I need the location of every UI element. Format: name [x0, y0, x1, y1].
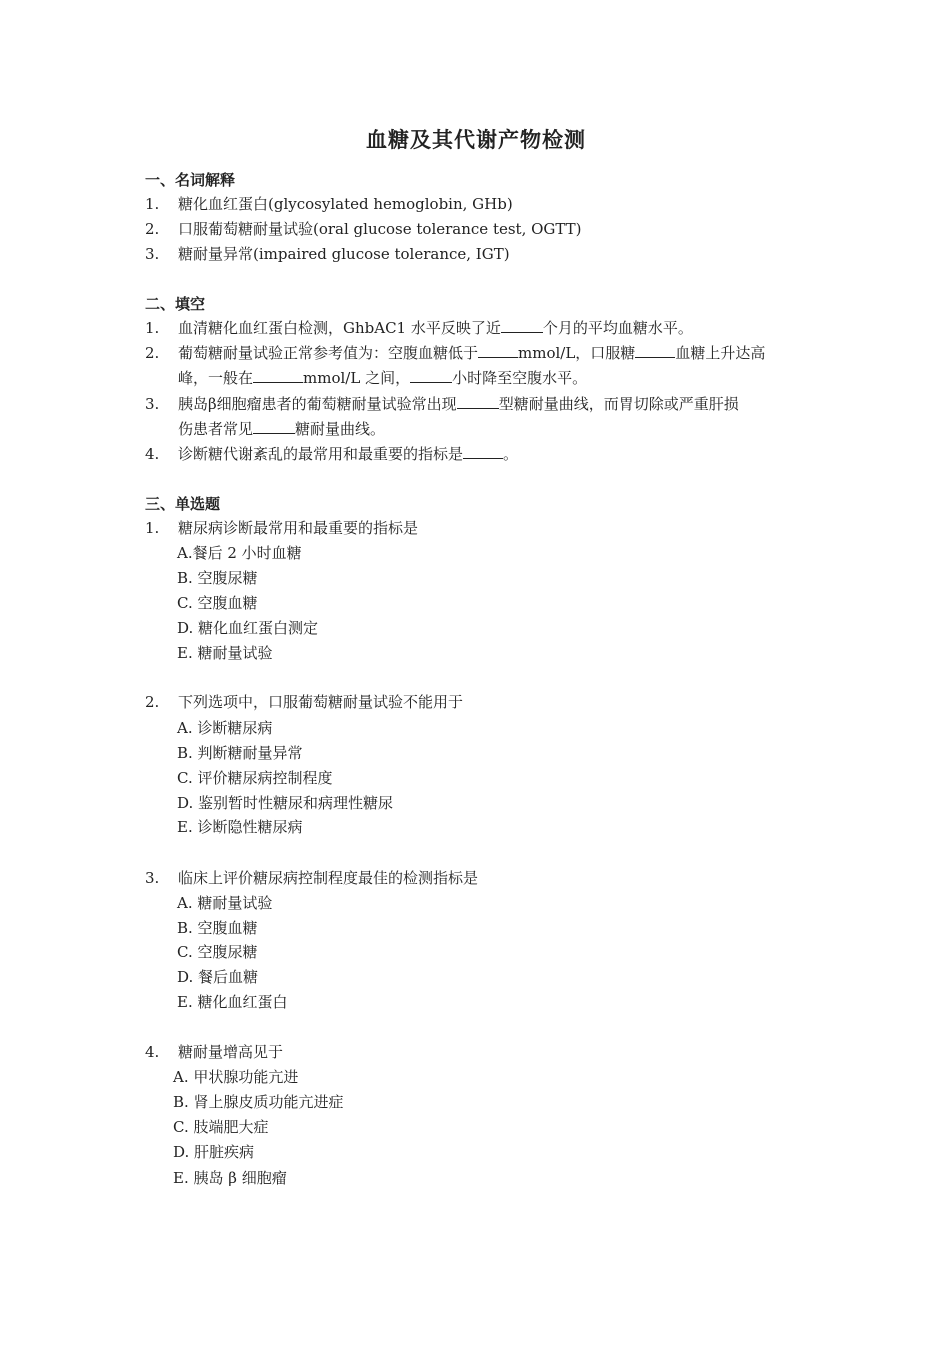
choice-option: A. 糖耐量试验 [177, 894, 273, 912]
choice-option: C. 肢端肥大症 [173, 1118, 269, 1136]
item-text: 口服葡萄糖耐量试验(oral glucose tolerance test, OGTT) [178, 220, 582, 238]
item-number: 2. [145, 220, 160, 238]
question-text: 糖尿病诊断最常用和最重要的指标是 [178, 519, 419, 537]
choice-option: C. 评价糖尿病控制程度 [177, 769, 333, 787]
item-number: 3. [145, 395, 160, 413]
section-heading-definitions: 一、名词解释 [145, 171, 236, 189]
item-number: 3. [145, 245, 160, 263]
choice-option: B. 空腹尿糖 [177, 569, 258, 587]
choice-option: E. 胰岛 β 细胞瘤 [173, 1169, 287, 1187]
answer-blank [501, 318, 543, 333]
choice-option: C. 空腹尿糖 [177, 943, 258, 961]
item-number: 2. [145, 344, 160, 362]
definition-item [145, 244, 510, 264]
definition-item [145, 219, 582, 239]
item-number: 1. [145, 519, 160, 537]
definition-item [145, 194, 513, 214]
item-number: 4. [145, 1043, 160, 1061]
page-title: 血糖及其代谢产物检测 [366, 127, 586, 152]
choice-question [145, 868, 478, 888]
question-text: 下列选项中，口服葡萄糖耐量试验不能用于 [178, 693, 464, 711]
choice-option: A. 甲状腺功能亢进 [173, 1068, 299, 1086]
choice-option: E. 糖化血红蛋白 [177, 993, 288, 1011]
answer-blank [478, 343, 518, 358]
choice-option: D. 餐后血糖 [177, 968, 259, 986]
section-heading-single-choice: 三、单选题 [145, 495, 221, 513]
item-number: 2. [145, 693, 160, 711]
choice-option: B. 肾上腺皮质功能亢进症 [173, 1093, 344, 1111]
answer-blank [457, 394, 499, 409]
choice-question [145, 518, 418, 538]
choice-question [145, 692, 463, 712]
item-number: 1. [145, 195, 160, 213]
section-heading-fill-in: 二、填空 [145, 295, 206, 313]
answer-blank [253, 419, 295, 434]
choice-option: E. 诊断隐性糖尿病 [177, 818, 303, 836]
item-number: 1. [145, 319, 160, 337]
answer-blank [253, 368, 303, 383]
answer-blank [410, 368, 452, 383]
fill-question: 2. 葡萄糖耐量试验正常参考值为：空腹血糖低于 mmol/L，口服糖 血糖上升达高 [145, 344, 766, 362]
question-text: 糖耐量增高见于 [178, 1043, 284, 1061]
choice-option: E. 糖耐量试验 [177, 644, 273, 662]
item-number: 4. [145, 445, 160, 463]
choice-option: B. 判断糖耐量异常 [177, 744, 303, 762]
answer-blank [635, 343, 675, 358]
item-text: 糖耐量异常(impaired glucose tolerance, IGT) [178, 245, 510, 263]
choice-option: B. 空腹血糖 [177, 919, 258, 937]
choice-option: A.餐后 2 小时血糖 [177, 544, 302, 562]
fill-question: 1. 血清糖化血红蛋白检测，GhbAC1 水平反映了近 个月的平均血糖水平。 [145, 319, 693, 337]
choice-question [145, 1042, 283, 1062]
item-number: 3. [145, 869, 160, 887]
choice-option: A. 诊断糖尿病 [177, 719, 273, 737]
item-text: 糖化血红蛋白(glycosylated hemoglobin, GHb) [178, 195, 513, 213]
choice-option: D. 糖化血红蛋白测定 [177, 619, 319, 637]
fill-question-continued: 伤患者常见 糖耐量曲线。 [178, 420, 386, 438]
fill-question-continued: 峰，一般在 mmol/L 之间， 小时降至空腹水平。 [178, 369, 588, 387]
choice-option: C. 空腹血糖 [177, 594, 258, 612]
fill-question: 3. 胰岛β细胞瘤患者的葡萄糖耐量试验常出现 型糖耐量曲线，而胃切除或严重肝损 [145, 395, 739, 413]
answer-blank [463, 444, 503, 459]
choice-option: D. 肝脏疾病 [173, 1143, 255, 1161]
question-text: 临床上评价糖尿病控制程度最佳的检测指标是 [178, 869, 479, 887]
fill-question: 4. 诊断糖代谢紊乱的最常用和最重要的指标是 。 [145, 445, 519, 463]
choice-option: D. 鉴别暂时性糖尿和病理性糖尿 [177, 794, 394, 812]
